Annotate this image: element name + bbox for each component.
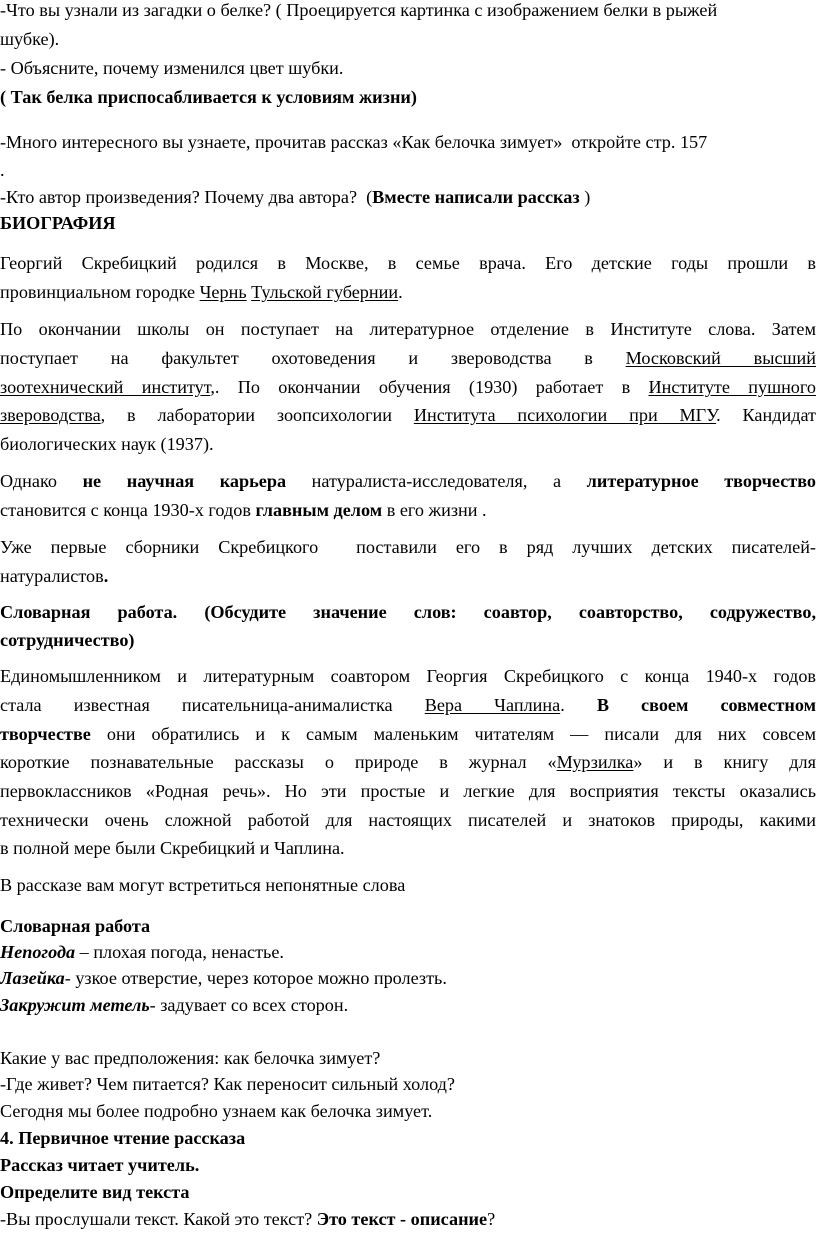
paragraph-line — [0, 664, 816, 688]
text: в полной мере были Скребицкий и Чаплина. — [0, 838, 345, 858]
answer-text: Вместе написали рассказ — [372, 187, 580, 207]
heading-text: 4. Первичное чтение рассказа — [0, 1128, 246, 1148]
link-fur-institute-cont[interactable]: звероводства — [0, 405, 101, 425]
bold-text: творчестве — [0, 724, 91, 744]
bold-text: литературное творчество — [586, 471, 816, 491]
link-chern[interactable]: Чернь — [199, 282, 247, 302]
link-moscow-institute-cont[interactable]: зоотехнический институт — [0, 377, 211, 397]
paragraph-line — [0, 498, 816, 522]
text: -Где живет? Чем питается? Как переносит сильный холод? — [0, 1074, 455, 1094]
text: - Объясните, почему изменился цвет шубки. — [0, 58, 344, 78]
heading-text: сотрудничество) — [0, 630, 135, 650]
section-heading — [0, 628, 816, 652]
text: Какие у вас предположения: как белочка зимует? — [0, 1048, 381, 1068]
vocab-term: Закружит метель — [0, 995, 150, 1015]
heading-text: БИОГРАФИЯ — [0, 213, 116, 233]
text: шубке). — [0, 29, 60, 49]
paragraph-line — [0, 564, 816, 588]
text: ? — [487, 1209, 496, 1229]
heading-text: Определите вид текста — [0, 1182, 190, 1202]
paragraph-line — [0, 722, 816, 746]
heading-text: Словарная работа. (Обсудите значение слов: соавтор, соавторство, содружество, — [0, 602, 816, 622]
text: -Кто автор произведения? Почему два автора? ( — [0, 187, 373, 207]
paragraph-line — [0, 317, 816, 341]
text: ) — [579, 187, 591, 207]
section-heading — [0, 211, 816, 235]
paragraph-line — [0, 779, 816, 803]
paragraph-line — [0, 750, 816, 774]
text: становится с конца 1930-х годов — [0, 500, 256, 520]
vocab-definition: - узкое отверстие, через которое можно пролезть. — [64, 968, 447, 988]
link-psychology-institute[interactable]: Института психологии при МГУ — [413, 405, 717, 425]
paragraph-line — [0, 251, 816, 275]
text: По окончании школы он поступает на литературное отделение в Институте слова. Затем — [0, 319, 816, 339]
question-line — [0, 0, 816, 22]
text: короткие познавательные рассказы о природе в журнал « — [0, 752, 557, 772]
vocab-item — [0, 993, 816, 1017]
text: Георгий Скребицкий родился в Москве, в семье врача. Его детские годы прошли в — [0, 253, 816, 273]
bold-text: главным делом — [255, 500, 383, 520]
paragraph-line — [0, 836, 816, 860]
text: , в лаборатории зоопсихологии — [100, 405, 414, 425]
vocab-term: Лазейка — [0, 968, 65, 988]
text: . — [560, 695, 597, 715]
paragraph-line — [0, 808, 816, 832]
text: Сегодня мы более подробно узнаем как белочка зимует. — [0, 1101, 433, 1121]
text: » и в книгу для — [633, 752, 816, 772]
text: Уже первые сборники Скребицкого поставили его в ряд лучших детских писателей- — [0, 537, 816, 557]
paragraph-line — [0, 403, 816, 427]
vocab-term: Непогода — [0, 942, 76, 962]
paragraph-line — [0, 432, 816, 456]
text: В рассказе вам могут встретиться непонятные слова — [0, 875, 406, 895]
heading-text: Рассказ читает учитель. — [0, 1155, 200, 1175]
text-line — [0, 27, 816, 51]
link-murzilka[interactable]: Мурзилка — [556, 752, 634, 772]
bold-text: В своем совместном — [596, 695, 816, 715]
vocab-item — [0, 966, 816, 990]
text: они обратились и к самым маленьким читателям — писали для них совсем — [90, 724, 816, 744]
text-line — [0, 158, 816, 182]
text: -Что вы узнали из загадки о белке? ( Проецируется картинка с изображением белки в рыжей — [0, 0, 718, 20]
text: Единомышленником и литературным соавтором Георгия Скребицкого с конца 1940-х годов — [0, 666, 816, 686]
paragraph-line — [0, 346, 816, 370]
section-heading — [0, 1180, 816, 1204]
paragraph-line — [0, 535, 816, 559]
section-heading — [0, 1126, 816, 1150]
question-line — [0, 185, 816, 209]
text: . — [0, 160, 5, 180]
answer-line — [0, 85, 816, 109]
text: натуралиста-исследователя, а — [286, 471, 587, 491]
text: -Много интересного вы узнаете, прочитав рассказ «Как белочка зимует» откройте стр. 157 — [0, 132, 708, 152]
text: первоклассников «Родная речь». Но эти простые и легкие для восприятия тексты оказались — [0, 781, 816, 801]
text: -Вы прослушали текст. Какой это текст? — [0, 1209, 317, 1229]
text: стала известная писательница-анималистка — [0, 695, 425, 715]
section-heading — [0, 1153, 816, 1177]
vocab-heading — [0, 914, 816, 938]
text: Однако — [0, 471, 83, 491]
link-moscow-institute[interactable]: Московский высший — [625, 348, 816, 368]
bold-text: не научная карьера — [82, 471, 287, 491]
link-vera-chaplina[interactable]: Вера Чаплина — [424, 695, 561, 715]
answer-text: ( Так белка приспосабливается к условиям жизни) — [0, 87, 417, 107]
text: ,. По окончании обучения (1930) работает в — [210, 377, 649, 397]
paragraph-line — [0, 375, 816, 399]
text: провинциальном городке — [0, 282, 200, 302]
text: . — [398, 282, 403, 302]
question-line — [0, 56, 816, 80]
text: биологических наук (1937). — [0, 434, 214, 454]
link-fur-institute[interactable]: Институте пушного — [648, 377, 816, 397]
question-line — [0, 1207, 816, 1231]
vocab-definition: - задувает со всех сторон. — [149, 995, 349, 1015]
text: поступает на факультет охотоведения и звероводства в — [0, 348, 626, 368]
instruction-line — [0, 130, 816, 154]
paragraph-line — [0, 280, 816, 304]
vocab-item — [0, 940, 816, 964]
question-line — [0, 1046, 816, 1070]
question-line — [0, 1072, 816, 1096]
heading-text: Словарная работа — [0, 916, 151, 936]
paragraph-line — [0, 469, 816, 493]
answer-text: Это текст - описание — [316, 1209, 488, 1229]
text: натуралистов — [0, 566, 104, 586]
vocab-definition: – плохая погода, ненастье. — [75, 942, 284, 962]
bold-text: . — [103, 566, 109, 586]
section-heading — [0, 600, 816, 624]
paragraph-line — [0, 873, 816, 897]
text: . Кандидат — [716, 405, 816, 425]
link-tula-governorate[interactable]: Тульской губернии — [251, 282, 399, 302]
text: технически очень сложной работой для настоящих писателей и знатоков природы, какими — [0, 810, 816, 830]
text-line — [0, 1099, 816, 1123]
paragraph-line — [0, 693, 816, 717]
text: в его жизни . — [382, 500, 487, 520]
